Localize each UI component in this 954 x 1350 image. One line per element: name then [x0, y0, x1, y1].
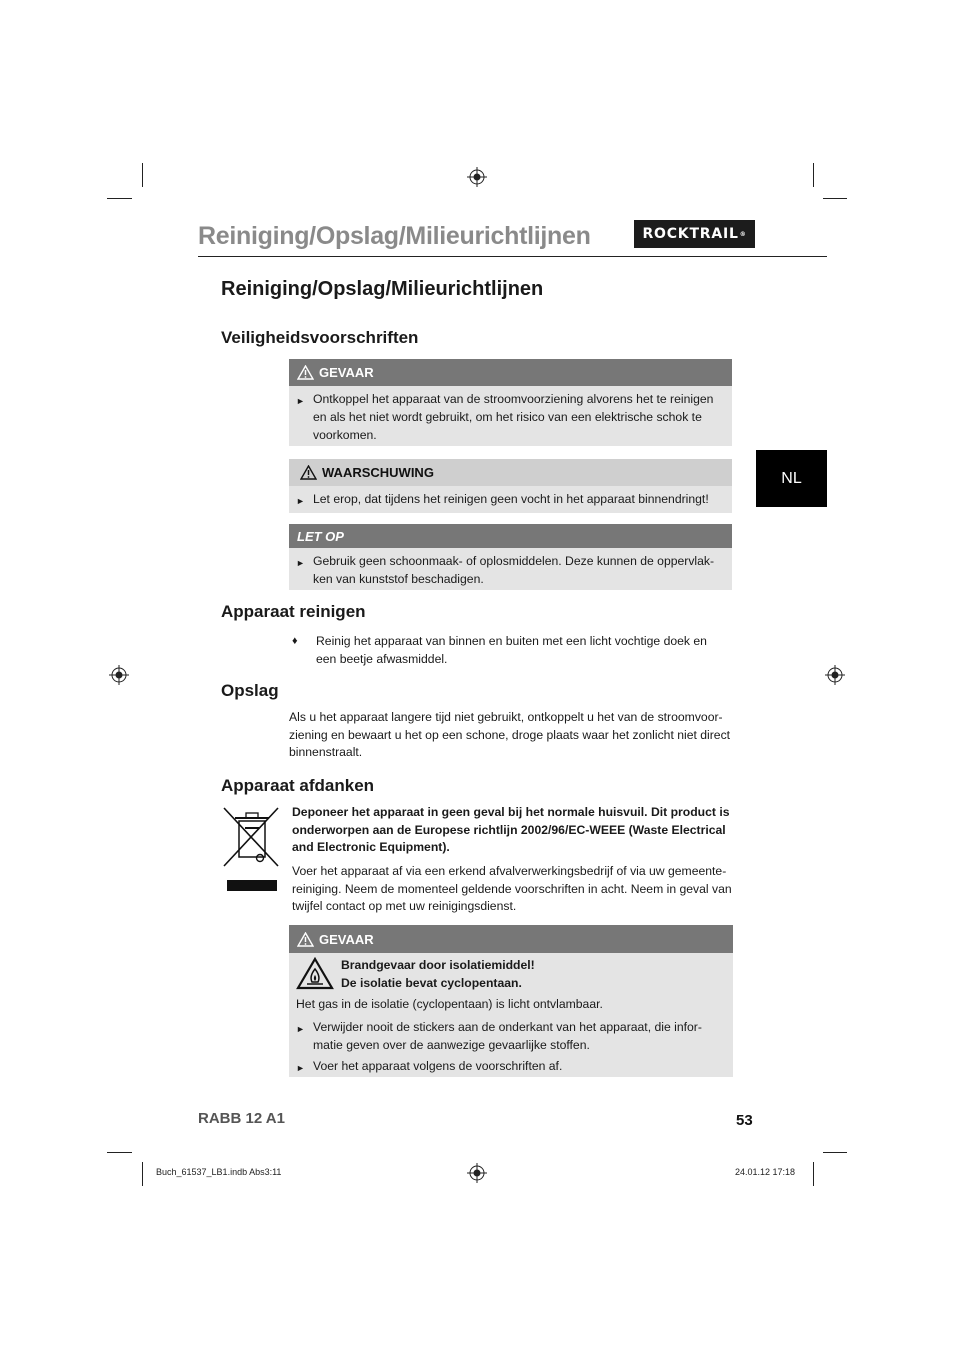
arrow-bullet-icon: ► — [296, 396, 305, 406]
print-slug-right: 24.01.12 17:18 — [735, 1167, 796, 1177]
fire-hazard-line2: De isolatie bevat cyclopentaan. — [341, 975, 522, 990]
disposal-text: Voer het apparaat af via een erkend afvalverwerkingsbedrijf of via uw gemeente-reiniging. Neem de momenteel geldende voorschriften in acht. Neem in geval van twijfel contact op met uw reinigingsdienst. — [292, 864, 732, 913]
caution-text: Gebruik geen schoonmaak- of oplosmiddelen. Deze kunnen de oppervlak-ken van kunststof beschadigen. — [313, 554, 715, 586]
page-title: Reiniging/Opslag/Milieurichtlijnen — [221, 278, 544, 300]
warning-label: WAARSCHUWING — [322, 465, 434, 480]
registration-mark-icon — [467, 1163, 487, 1183]
print-slug-left: Buch_61537_LB1.indb Abs3:11 — [156, 1167, 282, 1177]
safety-heading: Veiligheidsvoorschriften — [221, 328, 419, 347]
danger-text: Ontkoppel het apparaat van de stroomvoorziening alvorens het te reinigen en als het niet wordt gebruikt, om het risico van een elektrische schok te voorkomen. — [313, 392, 714, 442]
header-rule — [198, 256, 827, 257]
danger-label: GEVAAR — [319, 365, 374, 380]
model-number: RABB 12 A1 — [198, 1110, 285, 1127]
brand-name: ROCKTRAIL — [642, 226, 739, 242]
crop-mark — [142, 163, 143, 187]
danger-box-header — [289, 359, 732, 386]
crop-mark — [813, 1162, 814, 1186]
warning-triangle-icon — [297, 932, 314, 947]
language-tab: NL — [756, 450, 827, 507]
fire-hazard-item1: Verwijder nooit de stickers aan de onderkant van het apparaat, die infor-matie geven over de aanwezige gevaarlijke stoffen. — [313, 1020, 702, 1052]
arrow-bullet-icon: ► — [296, 558, 305, 568]
running-header-title: Reiniging/Opslag/Milieurichtlijnen — [198, 222, 591, 250]
warning-text: Let erop, dat tijdens het reinigen geen vocht in het apparaat binnendringt! — [313, 492, 709, 506]
brand-mark: ® — [739, 230, 747, 238]
cleaning-heading: Apparaat reinigen — [221, 602, 366, 621]
page-number: 53 — [736, 1112, 753, 1129]
disposal-danger-box — [289, 925, 733, 1077]
diamond-bullet-icon: ♦ — [292, 635, 298, 647]
caution-box — [289, 524, 732, 590]
disposal-bold-text: Deponeer het apparaat in geen geval bij het normale huisvuil. Dit product is onderworpen aan de Europese richtlijn 2002/96/EC-WEEE (Waste Electrical and Electronic Equipment). — [292, 805, 730, 854]
caution-box-header — [289, 524, 732, 548]
arrow-bullet-icon: ► — [296, 1063, 305, 1073]
arrow-bullet-icon: ► — [296, 1024, 305, 1034]
flammable-warning-icon — [296, 957, 334, 990]
warning-box — [289, 459, 732, 513]
arrow-bullet-icon: ► — [296, 496, 305, 506]
fire-hazard-intro: Het gas in de isolatie (cyclopentaan) is licht ontvlambaar. — [296, 997, 603, 1011]
storage-heading: Opslag — [221, 681, 279, 700]
disposal-danger-header — [289, 925, 733, 953]
cleaning-item — [292, 633, 722, 668]
registration-mark-icon — [109, 665, 129, 685]
storage-text: Als u het apparaat langere tijd niet gebruikt, ontkoppelt u het van de stroomvoor-ziening en bewaart u het op een schone, droge plaats waar het zonlicht niet direct binnenstraalt. — [289, 710, 731, 759]
registration-mark-icon — [825, 665, 845, 685]
crop-mark — [142, 1162, 143, 1186]
disposal-danger-label: GEVAAR — [319, 931, 374, 947]
cleaning-text: Reinig het apparaat van binnen en buiten met een licht vochtige doek en een beetje afwasmiddel. — [316, 634, 707, 666]
caution-label: LET OP — [297, 528, 344, 544]
warning-box-header — [289, 459, 732, 486]
fire-hazard-item2: Voer het apparaat volgens de voorschriften af. — [313, 1059, 563, 1073]
danger-box — [289, 359, 732, 446]
crop-mark — [823, 1152, 847, 1153]
registration-mark-icon — [467, 167, 487, 187]
crop-mark — [823, 198, 847, 199]
warning-triangle-icon — [300, 465, 317, 480]
weee-bin-icon — [222, 806, 282, 894]
crop-mark — [107, 1152, 132, 1153]
brand-logo — [634, 220, 755, 248]
fire-hazard-line1: Brandgevaar door isolatiemiddel! — [341, 958, 535, 972]
crop-mark — [813, 163, 814, 187]
warning-triangle-icon — [297, 365, 314, 380]
disposal-heading: Apparaat afdanken — [221, 776, 375, 795]
crop-mark — [107, 198, 132, 199]
